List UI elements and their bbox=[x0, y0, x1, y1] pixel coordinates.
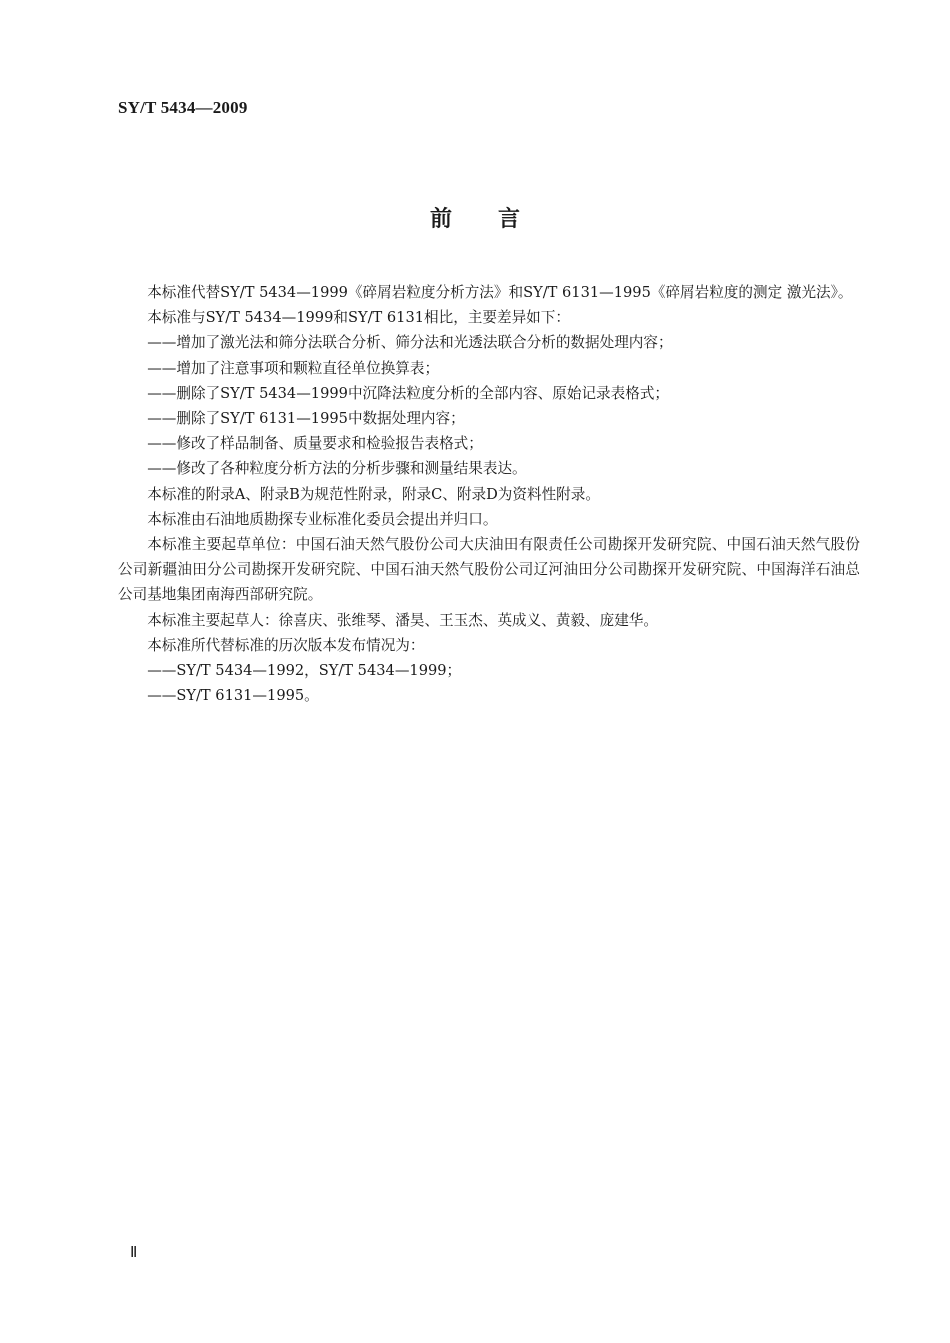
difference-item: ——增加了激光法和筛分法联合分析、筛分法和光透法联合分析的数据处理内容； bbox=[147, 334, 673, 352]
paragraph-drafters: 本标准主要起草人：徐喜庆、张维琴、潘昊、王玉杰、英成义、黄毅、庞建华。 bbox=[147, 611, 658, 629]
standard-code: SY/T 5434—2009 bbox=[118, 98, 248, 117]
history-item: ——SY/T 6131—1995。 bbox=[147, 687, 319, 705]
paragraph-history-intro: 本标准所代替标准的历次版本发布情况为： bbox=[147, 636, 425, 654]
difference-item: ——修改了各种粒度分析方法的分析步骤和测量结果表达。 bbox=[147, 460, 527, 478]
page-title: 前言 bbox=[429, 207, 566, 232]
difference-item: ——删除了SY/T 6131—1995中数据处理内容； bbox=[147, 410, 465, 428]
page-number: Ⅱ bbox=[130, 1245, 138, 1261]
foreword-body bbox=[118, 280, 860, 708]
history-item: ——SY/T 5434—1992，SY/T 5434—1999； bbox=[147, 662, 462, 680]
paragraph-differences-intro: 本标准与SY/T 5434—1999和SY/T 6131相比，主要差异如下： bbox=[147, 309, 570, 327]
paragraph-replacement: 本标准代替SY/T 5434—1999《碎屑岩粒度分析方法》和SY/T 6131—1995《碎屑岩粒度的测定 激光法》。 bbox=[147, 284, 853, 301]
paragraph-drafting-units: 本标准主要起草单位：中国石油天然气股份公司大庆油田有限责任公司勘探开发研究院、中国石油天然气股份公司新疆油田分公司勘探开发研究院、中国石油天然气股份公司辽河油田分公司勘探开发研究院、中国海洋石油总公司基地集团南海西部研究院。 bbox=[118, 536, 860, 604]
paragraph-appendices: 本标准的附录A、附录B为规范性附录，附录C、附录D为资料性附录。 bbox=[147, 485, 600, 503]
difference-item: ——修改了样品制备、质量要求和检验报告表格式； bbox=[147, 435, 483, 453]
difference-item: ——增加了注意事项和颗粒直径单位换算表； bbox=[147, 359, 440, 377]
difference-item: ——删除了SY/T 5434—1999中沉降法粒度分析的全部内容、原始记录表格式； bbox=[147, 384, 670, 402]
paragraph-proposer: 本标准由石油地质勘探专业标准化委员会提出并归口。 bbox=[147, 510, 498, 528]
